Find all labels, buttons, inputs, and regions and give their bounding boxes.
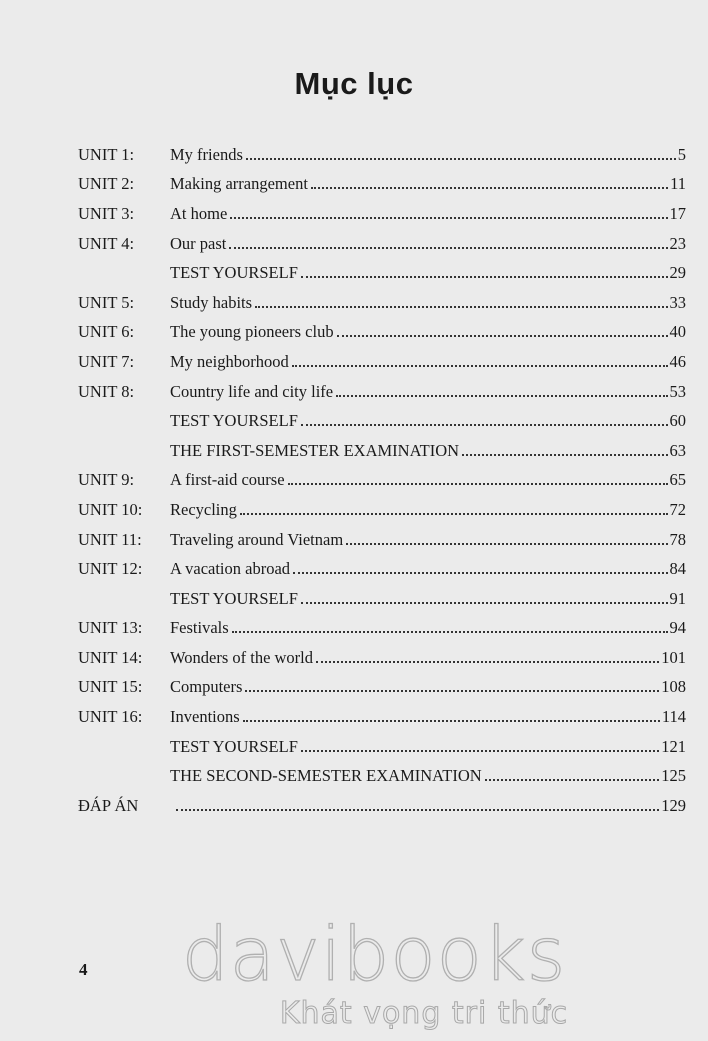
leader-dots (301, 424, 668, 426)
toc-unit-label: UNIT 11: (78, 529, 142, 549)
toc-row[interactable] (78, 584, 686, 614)
leader-dots (230, 217, 667, 219)
leader-dots (485, 779, 660, 781)
toc-unit-label: UNIT 15: (78, 677, 143, 697)
watermark-tagline: Khát vọng tri thức (279, 996, 569, 1031)
toc-row[interactable] (78, 554, 686, 584)
toc-entry (176, 796, 686, 816)
leader-dots (240, 513, 668, 515)
toc-row[interactable] (78, 673, 686, 703)
toc-row[interactable] (78, 466, 686, 496)
toc-row[interactable] (78, 436, 686, 466)
leader-dots (293, 572, 667, 574)
toc-unit-label: UNIT 10: (78, 499, 143, 519)
page-number: 4 (79, 960, 88, 979)
toc-page-number: 60 (669, 411, 686, 431)
toc-page-number: 114 (661, 707, 686, 727)
leader-dots (316, 661, 659, 663)
toc-entry-title: The young pioneers club (170, 322, 334, 342)
toc-entry-title: A first-aid course (170, 470, 285, 490)
toc-entry (170, 352, 686, 372)
toc-entry-title: My friends (170, 144, 243, 164)
toc-entry-title: At home (170, 203, 228, 223)
toc-page-number: 65 (669, 470, 686, 490)
toc-entry (170, 530, 686, 550)
toc-entry (170, 145, 686, 165)
toc-page-number: 121 (661, 736, 686, 756)
toc-unit-label: UNIT 16: (78, 707, 143, 727)
leader-dots (232, 631, 668, 633)
toc-row[interactable] (78, 288, 686, 318)
toc-row[interactable] (78, 732, 686, 762)
toc-page-number: 23 (669, 233, 686, 253)
toc-page-number: 29 (669, 263, 686, 283)
toc-entry (170, 204, 686, 224)
toc-entry (170, 322, 686, 342)
toc-entry-title: TEST YOURSELF (170, 588, 298, 608)
toc-entry (170, 766, 686, 786)
toc-row[interactable] (78, 406, 686, 436)
toc-entry-title: Wonders of the world (170, 647, 314, 667)
toc-entry (170, 382, 686, 402)
toc-page-number: 46 (669, 351, 686, 371)
toc-page-number: 53 (669, 381, 686, 401)
toc-unit-label: UNIT 7: (78, 351, 135, 371)
watermark-logo: davibooks (181, 912, 567, 998)
toc-row[interactable] (78, 377, 686, 407)
toc-unit-label: UNIT 12: (78, 559, 143, 579)
leader-dots (336, 395, 667, 397)
toc-entry-title: TEST YOURSELF (170, 411, 298, 431)
toc-entry (170, 589, 686, 609)
leader-dots (245, 690, 659, 692)
toc-entry-title: Festivals (170, 618, 229, 638)
toc-entry (170, 263, 686, 283)
toc-entry-title: Country life and city life (170, 381, 334, 401)
leader-dots (462, 454, 667, 456)
toc-entry (170, 500, 686, 520)
toc-row[interactable] (78, 347, 686, 377)
toc-row[interactable] (78, 170, 686, 200)
toc-entry-title: Study habits (170, 292, 253, 312)
leader-dots (229, 247, 667, 249)
toc-page-number: 84 (669, 559, 686, 579)
toc-row[interactable] (78, 525, 686, 555)
toc-unit-label: UNIT 13: (78, 618, 143, 638)
toc-row[interactable] (78, 199, 686, 229)
toc-unit-label: UNIT 1: (78, 144, 135, 164)
toc-entry (170, 174, 686, 194)
toc-entry-title: THE SECOND-SEMESTER EXAMINATION (170, 766, 482, 786)
toc-row[interactable] (78, 614, 686, 644)
toc-entry-title: TEST YOURSELF (170, 736, 298, 756)
toc-page-number: 108 (661, 677, 686, 697)
toc-entry-title: TEST YOURSELF (170, 263, 298, 283)
toc-page-number: 125 (661, 766, 686, 786)
toc-entry-title: My neighborhood (170, 351, 289, 371)
toc-page-number: 129 (661, 795, 686, 815)
toc-page-number: 101 (661, 647, 686, 667)
toc-entry (170, 441, 686, 461)
toc-entry (170, 234, 686, 254)
table-of-contents (78, 140, 686, 821)
toc-page-number: 72 (669, 499, 686, 519)
toc-entry-title: Computers (170, 677, 243, 697)
toc-page-number: 33 (669, 292, 686, 312)
leader-dots (288, 483, 668, 485)
leader-dots (292, 365, 668, 367)
toc-row[interactable] (78, 495, 686, 525)
toc-page-number: 78 (669, 529, 686, 549)
toc-entry (170, 618, 686, 638)
toc-row[interactable] (78, 643, 686, 673)
toc-page-number: 11 (670, 174, 686, 194)
page-title: Mục lục (294, 66, 414, 101)
leader-dots (176, 809, 659, 811)
toc-entry-title: Making arrangement (170, 174, 308, 194)
toc-page-number: 17 (669, 203, 686, 223)
toc-row[interactable] (78, 229, 686, 259)
toc-entry-title: Inventions (170, 707, 240, 727)
toc-unit-label: UNIT 5: (78, 292, 135, 312)
toc-unit-label: UNIT 14: (78, 647, 143, 667)
leader-dots (301, 602, 668, 604)
toc-unit-label: UNIT 6: (78, 322, 135, 342)
toc-entry-title: Traveling around Vietnam (170, 529, 344, 549)
toc-page-number: 91 (669, 588, 686, 608)
toc-row[interactable] (78, 140, 686, 170)
toc-entry (170, 737, 686, 757)
toc-row[interactable] (78, 258, 686, 288)
toc-row-answers[interactable] (78, 791, 686, 821)
toc-entry (170, 707, 686, 727)
toc-row[interactable] (78, 318, 686, 348)
toc-entry (170, 293, 686, 313)
toc-row[interactable] (78, 702, 686, 732)
leader-dots (337, 335, 668, 337)
toc-page-number: 5 (677, 144, 686, 164)
leader-dots (255, 306, 667, 308)
toc-page-number: 40 (669, 322, 686, 342)
toc-entry-title: A vacation abroad (170, 559, 291, 579)
leader-dots (311, 187, 668, 189)
toc-entry-title: Recycling (170, 499, 237, 519)
answers-label: ĐÁP ÁN (78, 795, 139, 815)
toc-unit-label: UNIT 4: (78, 233, 135, 253)
toc-unit-label: UNIT 2: (78, 174, 135, 194)
leader-dots (246, 158, 676, 160)
toc-page-number: 94 (669, 618, 686, 638)
toc-entry (170, 648, 686, 668)
leader-dots (301, 276, 668, 278)
leader-dots (301, 750, 659, 752)
toc-row[interactable] (78, 761, 686, 791)
leader-dots (243, 720, 660, 722)
toc-unit-label: UNIT 3: (78, 203, 135, 223)
toc-unit-label: UNIT 9: (78, 470, 135, 490)
toc-page-number: 63 (669, 440, 686, 460)
toc-entry (170, 470, 686, 490)
toc-entry-title: Our past (170, 233, 227, 253)
toc-entry (170, 677, 686, 697)
leader-dots (346, 543, 667, 545)
toc-unit-label: UNIT 8: (78, 381, 135, 401)
toc-entry-title: THE FIRST-SEMESTER EXAMINATION (170, 440, 460, 460)
toc-entry (170, 411, 686, 431)
toc-entry (170, 559, 686, 579)
